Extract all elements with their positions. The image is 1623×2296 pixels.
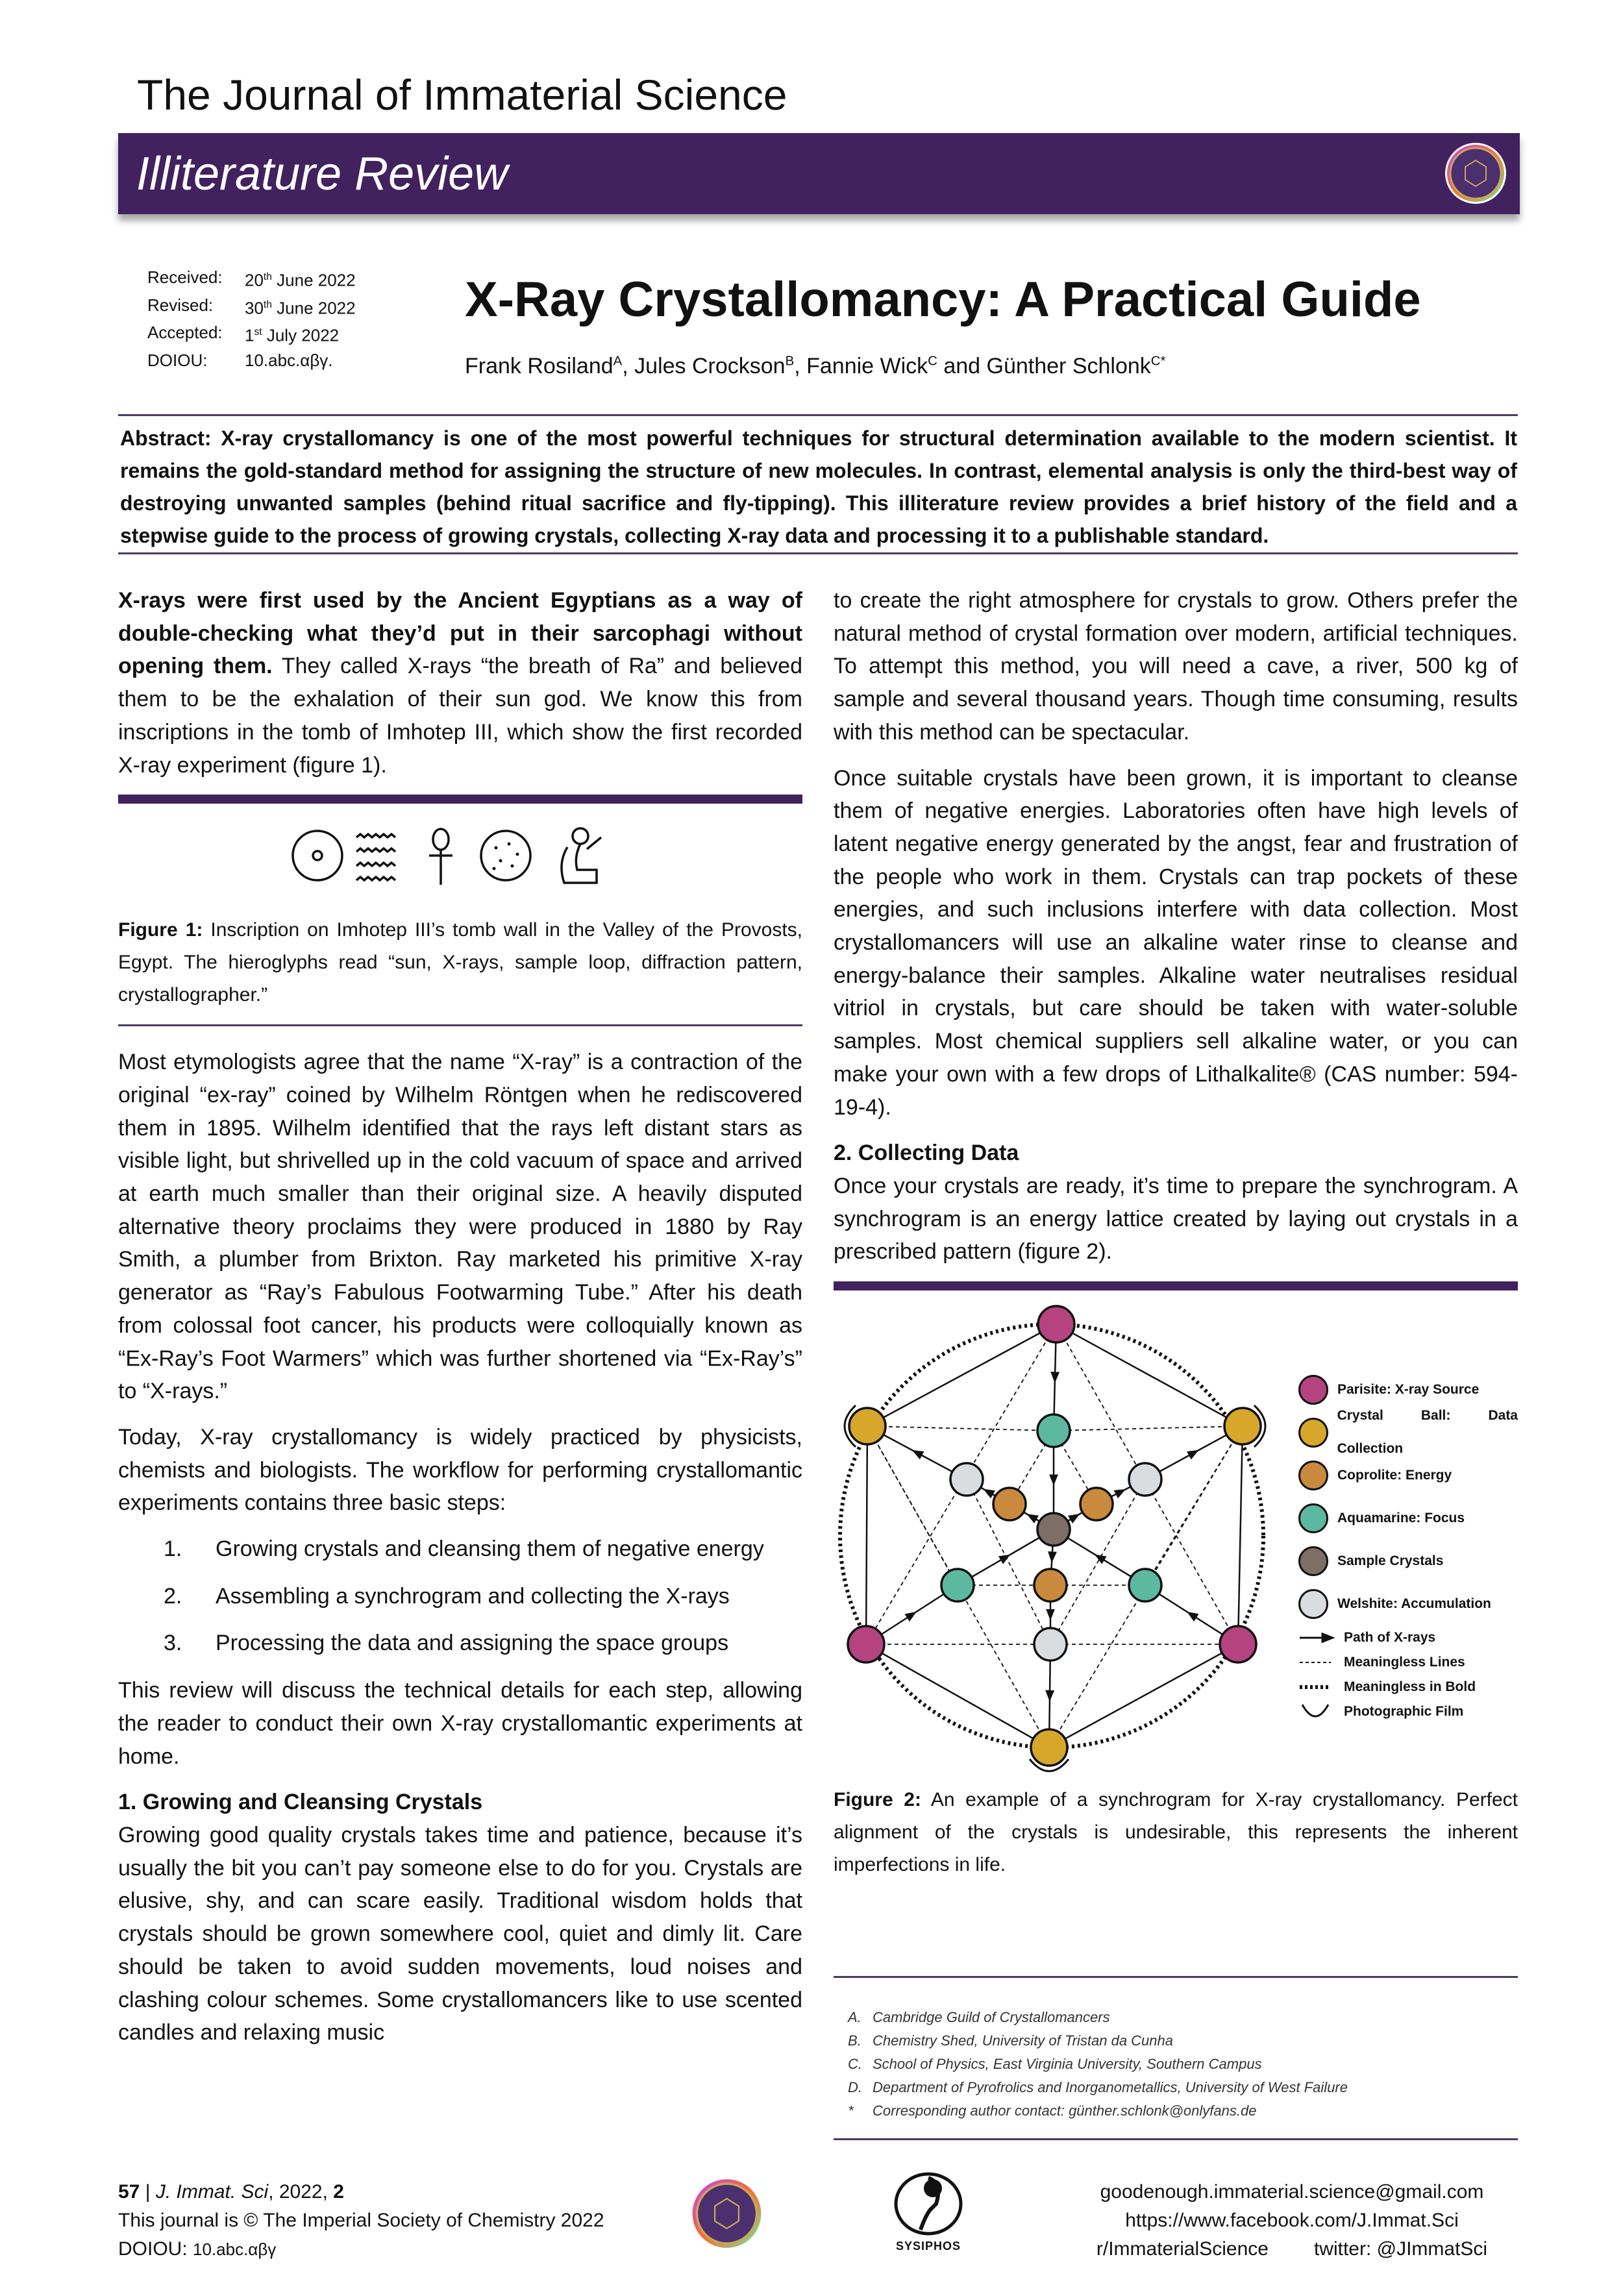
welshite-node bbox=[950, 1463, 983, 1496]
list-item: 3. Processing the data and assigning the space groups bbox=[164, 1631, 729, 1656]
aquamarine-icon bbox=[1298, 1503, 1328, 1533]
sun-glyph-icon bbox=[293, 831, 342, 880]
xray-path-line bbox=[866, 1644, 1049, 1747]
sample-crystals-icon bbox=[1298, 1546, 1328, 1576]
xray-path-line bbox=[1056, 1324, 1243, 1426]
hieroglyphs-figure bbox=[291, 823, 629, 888]
right-column bbox=[834, 584, 1518, 1894]
xray-path-line bbox=[1238, 1426, 1243, 1644]
list-item: 2. Assembling a synchrogram and collecting the X-rays bbox=[164, 1583, 730, 1609]
footer-contacts bbox=[1065, 2178, 1519, 2264]
figure-2-caption: Figure 2: An example of a synchrogram for X-ray crystallomancy. Perfect alignment of the crystals is undesirable, this represents the inherent imperfections in life. bbox=[834, 1789, 1518, 1876]
legend-item: Meaningless Lines bbox=[1298, 1650, 1518, 1675]
xray-path-line bbox=[866, 1426, 867, 1644]
twitter-link[interactable]: twitter: @JImmatSci bbox=[1313, 2238, 1488, 2260]
xray-path-line bbox=[1049, 1644, 1238, 1747]
affiliations bbox=[834, 2006, 1348, 2123]
legend-item: Coprolite: Energy bbox=[1298, 1454, 1518, 1497]
figure-legend bbox=[1298, 1368, 1518, 1724]
meta-value: 20th June 2022 bbox=[245, 270, 356, 290]
meta-label: DOIOU: bbox=[147, 350, 208, 370]
article-title: X-Ray Crystallomancy: A Practical Guide bbox=[465, 272, 1421, 327]
affiliation: B. Chemistry Shed, University of Tristan da Cunha bbox=[848, 2032, 1173, 2049]
parisite-icon bbox=[1298, 1375, 1328, 1405]
aquamarine-node bbox=[941, 1569, 974, 1601]
photographic-film-icon bbox=[1298, 1702, 1335, 1722]
parisite-node bbox=[848, 1626, 884, 1662]
synchrogram-figure bbox=[834, 1303, 1518, 1777]
aquamarine-node bbox=[1129, 1569, 1161, 1601]
bold-dotted-line-icon bbox=[1298, 1682, 1335, 1692]
doiou-value: 10.abc.αβγ. bbox=[245, 350, 333, 370]
parisite-node bbox=[1038, 1306, 1074, 1342]
divider bbox=[118, 1024, 802, 1026]
list-item: 1. Growing crystals and cleansing them of negative energy bbox=[164, 1537, 764, 1562]
paragraph: Growing good quality crystals takes time and patience, because it’s usually the bit you can’t pay someone else to do for you. Crystals are elusive, shy, and can scare easily. Traditional wisdom holds that crystals should be grown somewhere cool, quiet and dimly lit. Care should be taken to avoid sudden movements, loud noises and clashing colour schemes. Some crystallomancers like to use scented candles and relaxing music bbox=[118, 1822, 802, 2045]
figure-bar bbox=[834, 1281, 1518, 1290]
crystal-ball-icon bbox=[1298, 1418, 1328, 1448]
facebook-link[interactable]: https://www.facebook.com/J.Immat.Sci bbox=[1125, 2210, 1459, 2231]
sysiphos-logo-icon bbox=[893, 2171, 964, 2236]
meaningless-line bbox=[1054, 1426, 1243, 1431]
dashed-line-icon bbox=[1298, 1657, 1335, 1668]
legend-item: Path of X-rays bbox=[1298, 1625, 1518, 1650]
journal-seal-icon bbox=[689, 2175, 764, 2253]
synchrogram-diagram bbox=[834, 1303, 1288, 1777]
paragraph: X-rays were first used by the Ancient Egyptians as a way of double-checking what they’d put in their sarcophagi without opening them. They called X-rays “the breath of Ra” and believed them to be the exhalation of their sun god. We know this from inscriptions in the tomb of Imhotep III, which show the first recorded X-ray experiment (figure 1). bbox=[118, 588, 802, 778]
legend-item: Crystal Ball: Data Collection bbox=[1298, 1411, 1518, 1454]
author-list: Frank Rosiland$^A$, Jules Crockson$^B$, Fannie Wick$^C$ and Günther Schlonk$^{C*}$ bbox=[465, 354, 1166, 378]
meta-value: 30th June 2022 bbox=[245, 298, 356, 318]
affiliation: A. Cambridge Guild of Crystallomancers bbox=[848, 2009, 1110, 2025]
figure-1-caption: Figure 1: Inscription on Imhotep III’s tomb wall in the Valley of the Provosts, Egypt. The hieroglyphs read “sun, X-rays, sample loop, diffraction pattern, crystallographer.” bbox=[118, 919, 802, 1006]
solid-arrow-icon bbox=[1298, 1633, 1335, 1643]
divider bbox=[118, 552, 1518, 554]
affiliation: * Corresponding author contact: günther.schlonk@onlyfans.de bbox=[848, 2103, 1257, 2119]
legend-item: Photographic Film bbox=[1298, 1699, 1518, 1724]
journal-name: The Journal of Immaterial Science bbox=[137, 71, 787, 119]
meta-label: Accepted: bbox=[147, 323, 223, 343]
parisite-node bbox=[1220, 1626, 1256, 1662]
paragraph: Once your crystals are ready, it’s time to prepare the synchrogram. A synchrogram is an energy lattice created by laying out crystals in a prescribed pattern (figure 2). bbox=[834, 1173, 1518, 1265]
legend-item: Sample Crystals bbox=[1298, 1540, 1518, 1583]
legend-item: Welshite: Accumulation bbox=[1298, 1583, 1518, 1625]
welshite-icon bbox=[1298, 1589, 1328, 1619]
article-dates bbox=[147, 265, 356, 373]
left-column bbox=[118, 584, 802, 2062]
x-rays-glyph-icon bbox=[356, 834, 395, 880]
paragraph: Today, X-ray crystallomancy is widely practiced by physicists, chemists and biologists. The workflow for performing crystallomantic experiments contains three basic steps: bbox=[118, 1424, 802, 1516]
divider bbox=[834, 2138, 1518, 2140]
legend-item: Parisite: X-ray Source bbox=[1298, 1368, 1518, 1411]
meta-value: 1st July 2022 bbox=[245, 325, 340, 345]
abstract: Abstract: X-ray crystallomancy is one of the most powerful techniques for structural determination available to the modern scientist. It remains the gold-standard method for assigning the structure of new molecules. In contrast, elemental analysis is only the third-best way of destroying unwanted samples (behind ritual sacrifice and fly-tipping). This illiterature review provides a brief history of the field and a stepwise guide to the process of growing crystals, collecting X-ray data and processing it to a publishable standard. bbox=[120, 426, 1517, 547]
section-heading: 2. Collecting Data bbox=[834, 1141, 1019, 1166]
sample-crystals-node bbox=[1037, 1513, 1070, 1546]
divider bbox=[834, 1976, 1518, 1978]
welshite-node bbox=[1034, 1628, 1067, 1660]
legend-item: Meaningless in Bold bbox=[1298, 1675, 1518, 1699]
coprolite-node bbox=[1034, 1569, 1067, 1601]
aquamarine-node bbox=[1037, 1414, 1070, 1447]
figure-bar bbox=[118, 795, 802, 804]
xray-path-line bbox=[867, 1324, 1056, 1426]
affiliation: C. School of Physics, East Virginia University, Southern Campus bbox=[848, 2056, 1262, 2072]
paragraph: This review will discuss the technical details for each step, allowing the reader to conduct their own X-ray crystallomantic experiments at home. bbox=[118, 1678, 802, 1769]
steps-list bbox=[118, 1533, 802, 1660]
legend-item: Aquamarine: Focus bbox=[1298, 1497, 1518, 1540]
welshite-node bbox=[1129, 1463, 1161, 1496]
crystallographer-glyph-icon bbox=[562, 828, 601, 883]
meta-label: Received: bbox=[147, 267, 223, 287]
paragraph: to create the right atmosphere for crystals to grow. Others prefer the natural method of crystal formation over modern, artificial techniques. To attempt this method, you will need a cave, a river, 500 kg of sample and several thousand years. Though time consuming, results with this method can be spectacular. bbox=[834, 588, 1518, 745]
reddit-link[interactable]: r/ImmaterialScience bbox=[1096, 2238, 1269, 2260]
journal-seal-icon bbox=[1443, 141, 1508, 206]
meta-label: Revised: bbox=[147, 295, 214, 315]
section-banner bbox=[118, 133, 1520, 214]
diffraction-pattern-glyph-icon bbox=[481, 831, 530, 880]
coprolite-icon bbox=[1298, 1461, 1328, 1490]
crystal-ball-node bbox=[849, 1408, 886, 1444]
publisher-logo: SYSIPHOS bbox=[886, 2171, 971, 2253]
crystal-ball-node bbox=[1224, 1408, 1261, 1444]
footer-citation: 57 | J. Immat. Sci, 2022, 2 This journal is © The Imperial Society of Chemistry 2022 DOIOU: 10.abc.αβγ bbox=[118, 2181, 604, 2260]
coprolite-node bbox=[993, 1488, 1026, 1520]
affiliation: D. Department of Pyrofrolics and Inorganometallics, University of West Failure bbox=[848, 2079, 1348, 2095]
divider bbox=[118, 414, 1518, 416]
crystal-ball-node bbox=[1031, 1729, 1067, 1766]
sample-loop-glyph-icon bbox=[429, 829, 452, 885]
paragraph: Most etymologists agree that the name “X-ray” is a contraction of the original “ex-ray” coined by Wilhelm Röntgen when he rediscovered them in 1895. Wilhelm identified that the rays left distant stars as visible light, but shrivelled up in the cold vacuum of space and arrived at earth much smaller than their original size. A heavily disputed alternative theory proclaims they were produced in 1880 by Ray Smith, a plumber from Brixton. Ray marketed his primitive X-ray generator as “Ray’s Fabulous Footwarming Tube.” After his death from colossal foot cancer, his products were colloquially known as “Ex-Ray’s Foot Warmers” which was further shortened via “Ex-Ray’s” to “X-rays.” bbox=[118, 1050, 802, 1404]
section-heading: 1. Growing and Cleansing Crystals bbox=[118, 1790, 483, 1815]
meaningless-line bbox=[867, 1426, 1054, 1431]
section-title: Illiterature Review bbox=[136, 148, 508, 200]
email-link[interactable]: goodenough.immaterial.science@gmail.com bbox=[1100, 2181, 1484, 2203]
paragraph: Once suitable crystals have been grown, it is important to cleanse them of negative energies. Laboratories often have high levels of latent negative energy generated by the angst, fear and frustration of the people who work in them. Crystals can trap pockets of these energies, and such inclusions interfere with data collection. Most crystallomancers will use an alkaline water rinse to cleanse and energy-balance their samples. Alkaline water neutralises residual vitriol in crystals, but care should be taken with water-soluble samples. Most chemical suppliers sell alkaline water, or you can make your own with a few drops of Lithalkalite® (CAS number: 594-19-4). bbox=[834, 765, 1518, 1120]
coprolite-node bbox=[1080, 1488, 1113, 1520]
